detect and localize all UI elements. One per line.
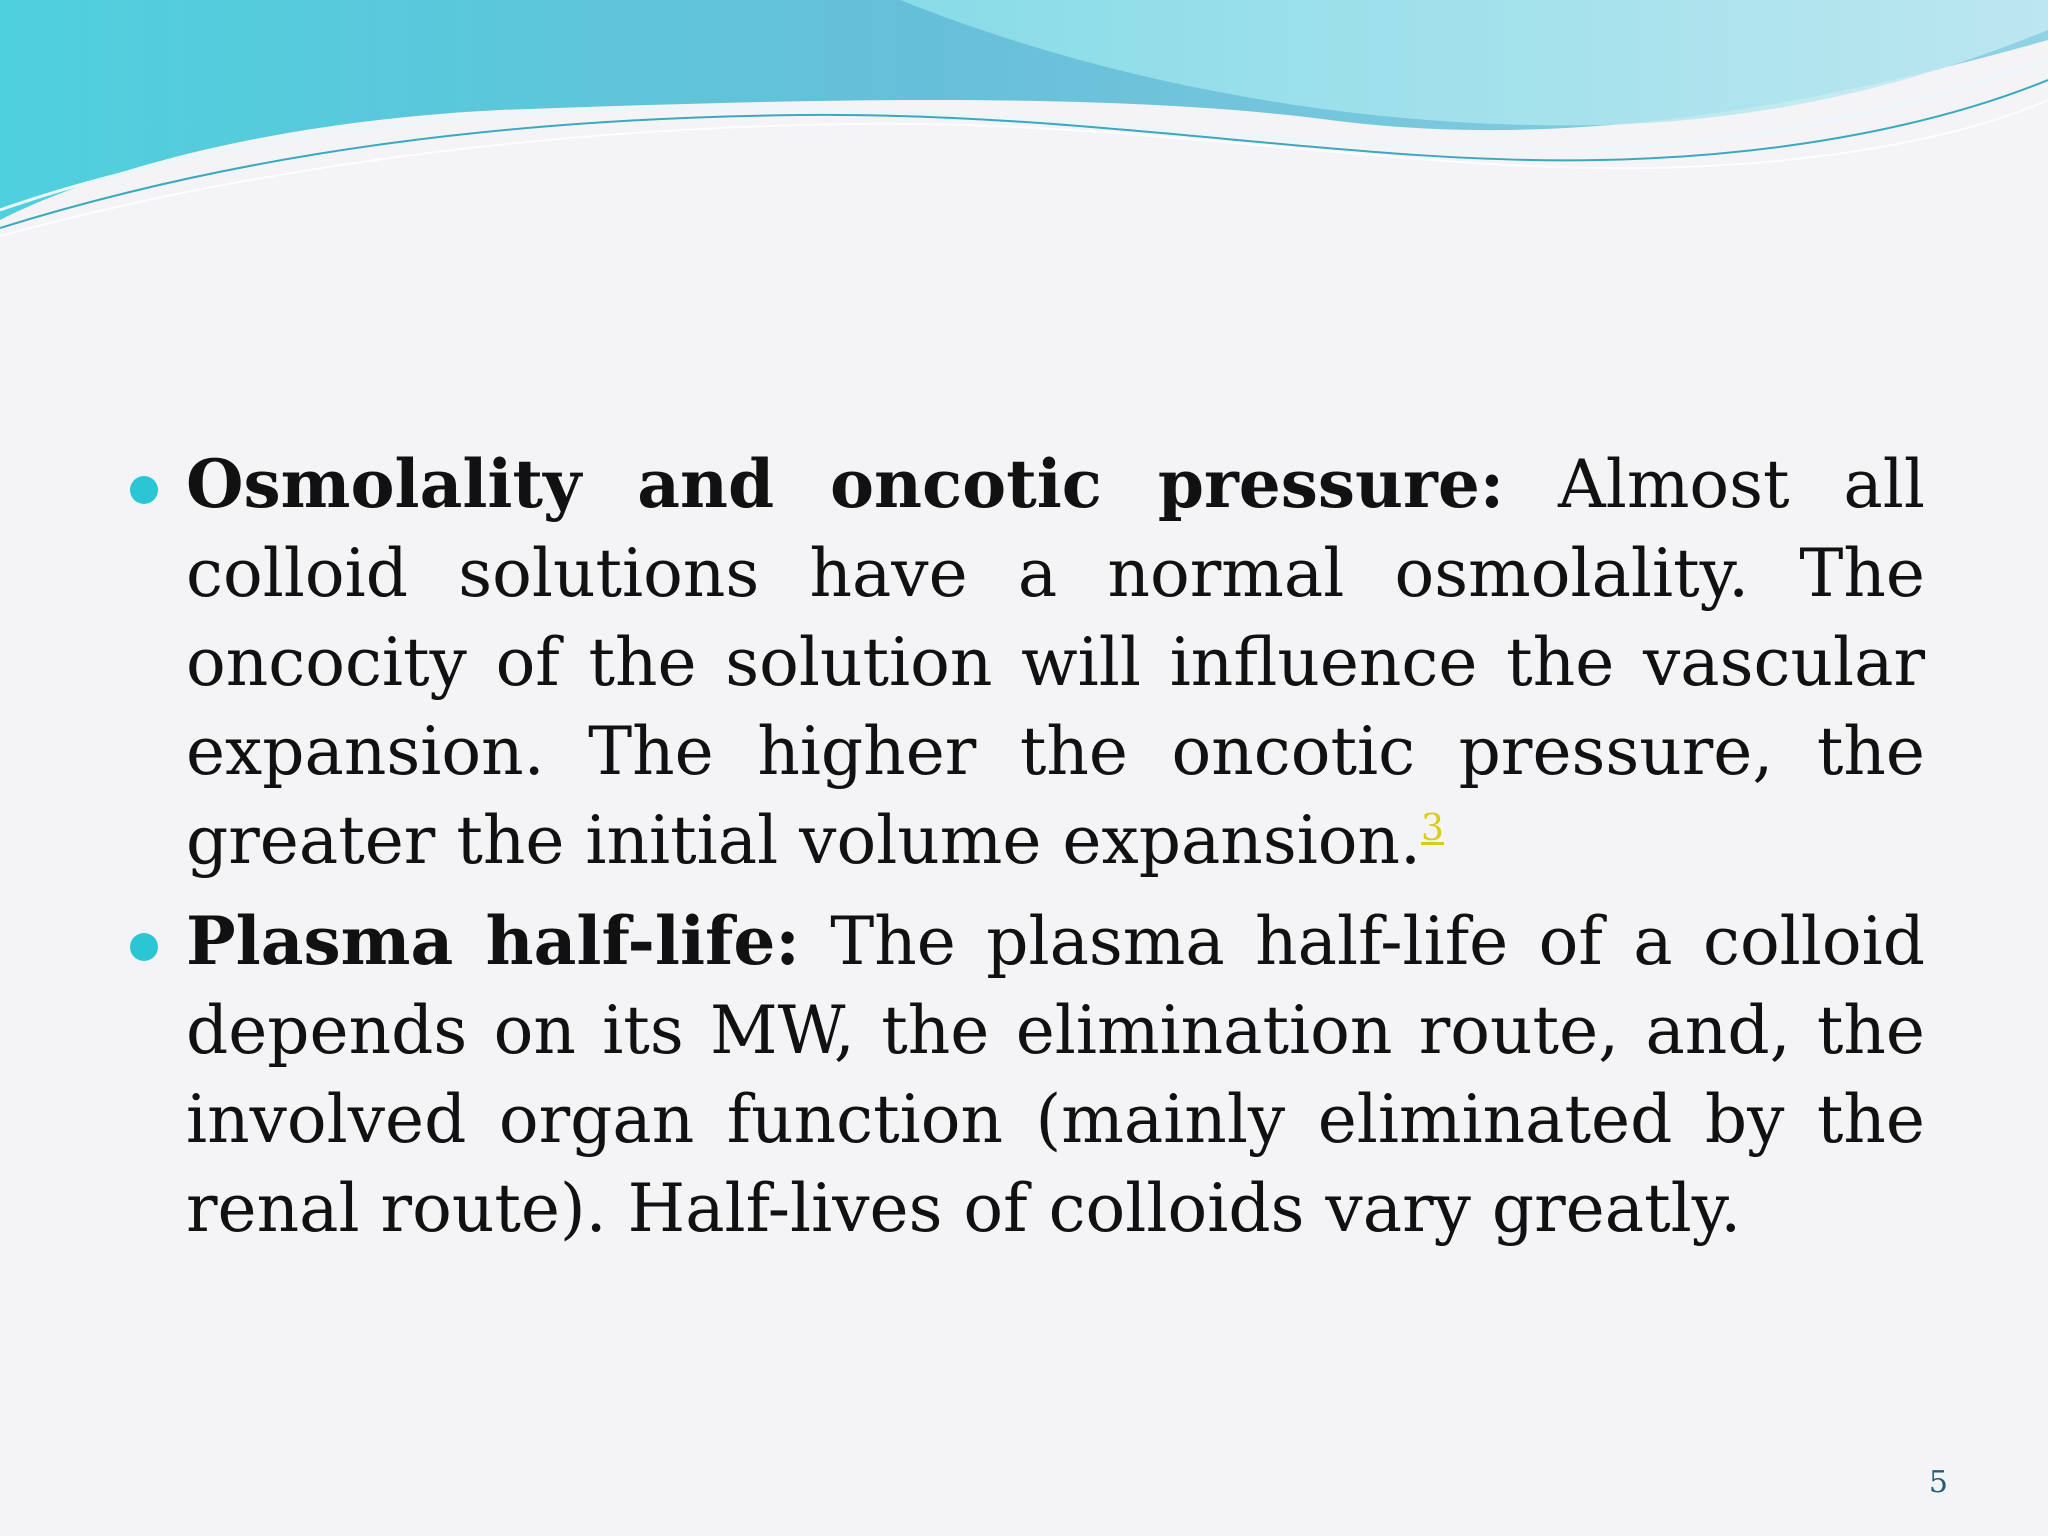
bullet-text: The plasma half-life of a colloid depends on its MW, the elimination route, and, the involved organ function (mainly eliminated by the renal route). Half-lives of colloids vary greatly. [186,903,1925,1247]
bullet-dot-icon [130,933,158,961]
header-wave-decoration [0,0,2048,240]
page-number: 5 [1928,1465,1948,1500]
bullet-text: Almost all colloid solutions have a normal osmolality. The oncocity of the solution will influence the vascular expansion. The higher the oncotic pressure, the greater the initial volume expansion. [186,446,1925,879]
bullet-list [130,440,1925,1265]
bullet-plasma-half-life [130,897,1925,1253]
bullet-dot-icon [130,476,158,504]
reference-link[interactable]: 3 [1421,808,1444,849]
bullet-term: Plasma half-life: [186,902,800,980]
bullet-term: Osmolality and oncotic pressure: [186,445,1505,523]
bullet-osmolality [130,440,1925,885]
